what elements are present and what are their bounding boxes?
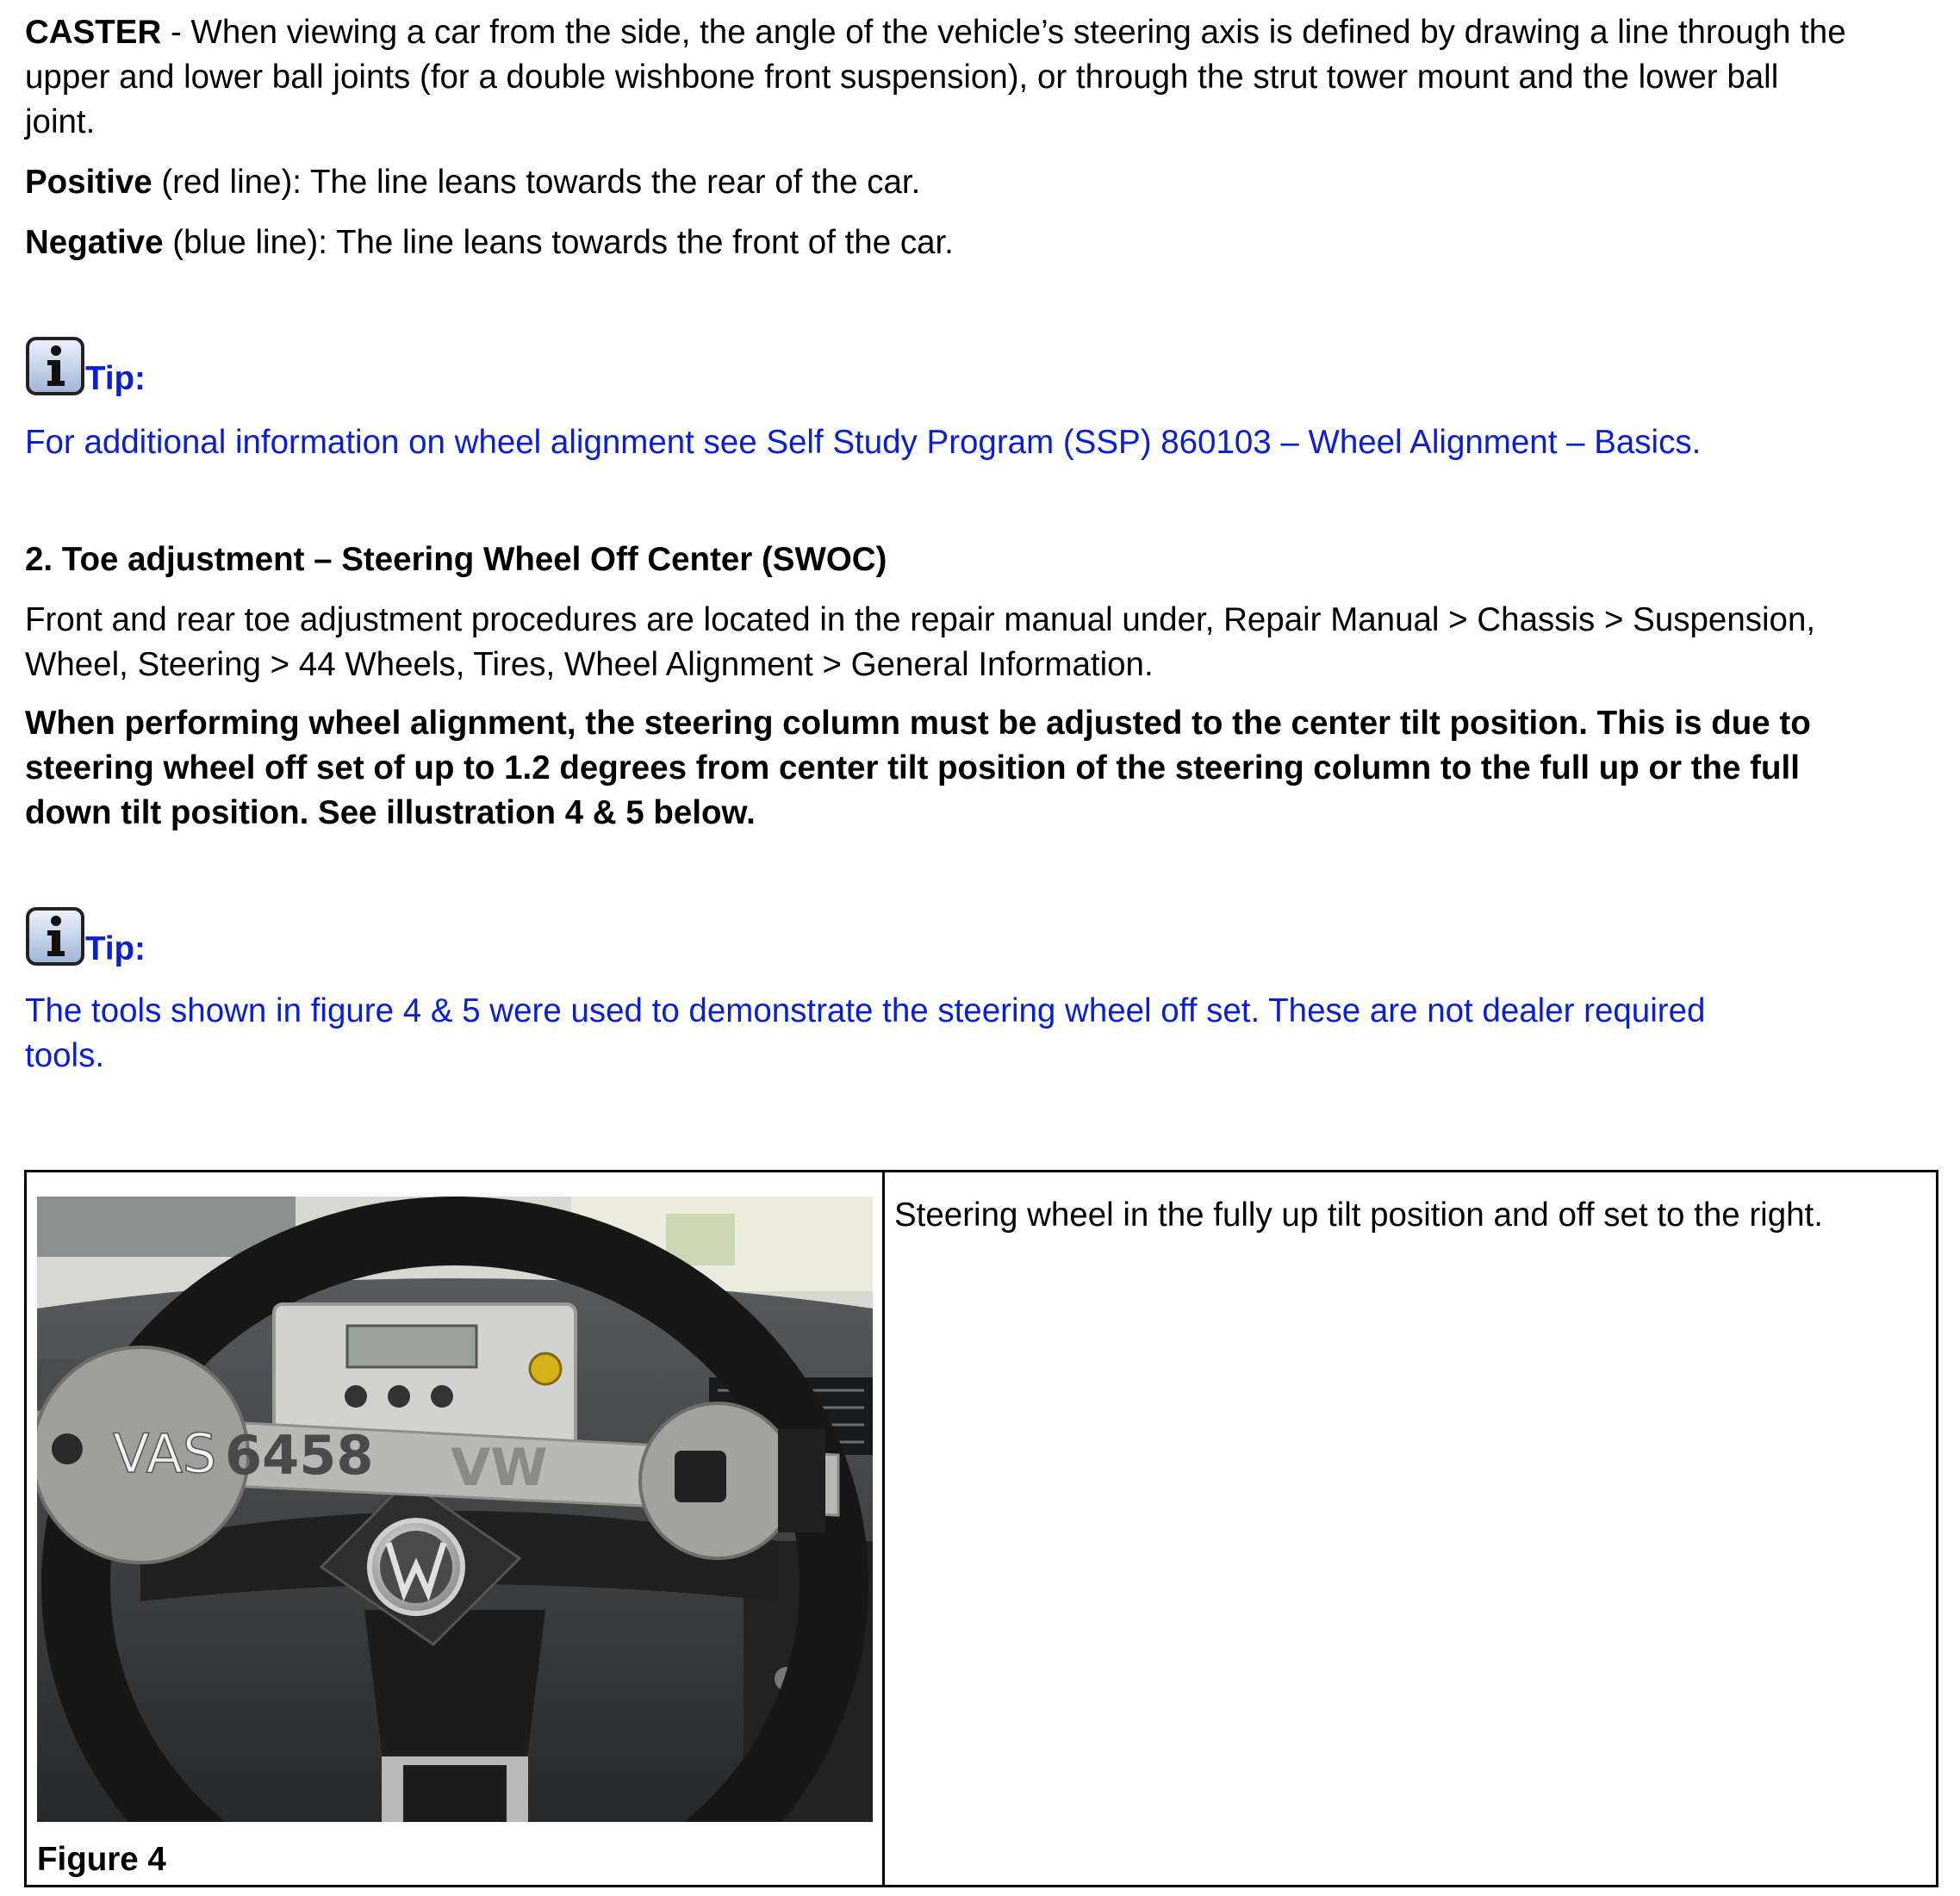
caster-term: CASTER <box>25 14 162 51</box>
section-bold-paragraph: When performing wheel alignment, the steering column must be adjusted to the center tilt position. This is due to steering wheel off set of up to 1.2 degrees from center tilt position of the steering column to the full up or the full down tilt position. See illustration 4 & 5 below. <box>25 705 1811 831</box>
tip-heading <box>25 336 370 398</box>
negative-paragraph <box>25 221 1851 265</box>
info-icon <box>25 336 85 396</box>
tip-label: Tip: <box>85 930 146 967</box>
positive-paragraph <box>25 160 1851 205</box>
caster-text: - When viewing a car from the side, the angle of the vehicle’s steering axis is defined by drawing a line through the upper and lower ball joints (for a double wishbone front suspension), or through the strut tower mount and the lower ball joint. <box>25 14 1846 140</box>
positive-term: Positive <box>25 164 152 201</box>
tip-heading <box>25 906 370 968</box>
tool-label-number: 6458 <box>225 1424 374 1487</box>
negative-term: Negative <box>25 224 164 261</box>
positive-text: (red line): The line leans towards the rear of the car. <box>152 164 921 201</box>
table-divider <box>882 1172 885 1885</box>
negative-text: (blue line): The line leans towards the front of the car. <box>163 224 954 261</box>
tip-text: For additional information on wheel alignment see Self Study Program (SSP) 860103 – Wheel Alignment – Basics. <box>25 424 1702 461</box>
tool-label-brand: VW <box>451 1438 548 1498</box>
tool-label-prefix: VAS <box>113 1422 217 1485</box>
tip-label: Tip: <box>85 360 146 397</box>
section-paragraph: Front and rear toe adjustment procedures are located in the repair manual under, Repair Manual > Chassis > Suspension, Wheel, Steering > 44 Wheels, Tires, Wheel Alignment > General Information. <box>25 601 1816 683</box>
section-heading: 2. Toe adjustment – Steering Wheel Off Center (SWOC) <box>25 541 887 578</box>
caster-paragraph <box>25 10 1851 145</box>
tip-text: The tools shown in figure 4 & 5 were used to demonstrate the steering wheel off set. These are not dealer required tools. <box>25 992 1706 1074</box>
figure-table <box>24 1170 1938 1887</box>
figure-description: Steering wheel in the fully up tilt position and off set to the right. <box>894 1197 1823 1234</box>
figure-caption: Figure 4 <box>37 1841 166 1878</box>
info-icon <box>25 906 85 967</box>
steering-wheel-photo <box>37 1197 873 1822</box>
